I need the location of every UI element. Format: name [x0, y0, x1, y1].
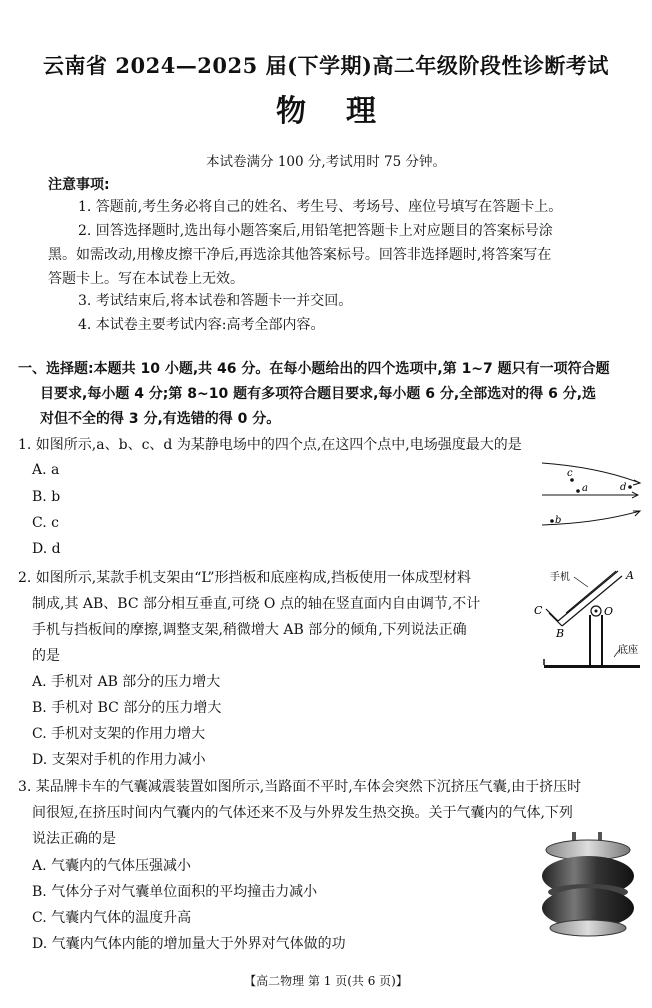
q1-option-b: B. b: [32, 489, 61, 505]
q1-option-c: C. c: [32, 515, 59, 531]
q2-option-b: B. 手机对 BC 部分的压力增大: [32, 700, 222, 716]
note-line: 答题卡上。写在本试卷上无效。: [48, 271, 244, 287]
label-a: a: [582, 483, 588, 494]
label-o: O: [604, 605, 614, 618]
label-c: c: [567, 468, 573, 479]
q2-option-a: A. 手机对 AB 部分的压力增大: [32, 674, 221, 690]
question-1-stem: 1. 如图所示,a、b、c、d 为某静电场中的四个点,在这四个点中,电场强度最大的是: [18, 437, 522, 453]
q3-option-c: C. 气囊内气体的温度升高: [32, 910, 192, 926]
field-line: [542, 463, 640, 483]
point-b: [550, 519, 554, 523]
label-phone: 手机: [550, 572, 570, 583]
label-a: A: [626, 569, 634, 582]
subject-title: 物理: [276, 94, 416, 129]
note-line: 3. 考试结束后,将本试卷和答题卡一并交回。: [78, 293, 353, 309]
label-base: 底座: [618, 645, 638, 656]
phone-stand-figure: [530, 563, 646, 673]
label-b: B: [556, 627, 565, 640]
note-line: 2. 回答选择题时,选出每小题答案后,用铅笔把答题卡上对应题目的答案标号涂: [78, 223, 553, 239]
note-line: 4. 本试卷主要考试内容:高考全部内容。: [78, 317, 325, 333]
air-spring-figure: [540, 828, 638, 940]
page-footer: 【高二物理 第 1 页(共 6 页)】: [244, 974, 408, 988]
question-2-stem-line: 2. 如图所示,某款手机支架由“L”形挡板和底座构成,挡板使用一体成型材料: [18, 570, 471, 586]
q2-option-c: C. 手机对支架的作用力增大: [32, 726, 206, 742]
hinge-o-center: [595, 610, 598, 613]
label-b: b: [555, 515, 562, 526]
q1-option-a: A. a: [32, 462, 60, 478]
q3-option-a: A. 气囊内的气体压强减小: [32, 858, 192, 874]
q3-option-d: D. 气囊内气体内能的增加量大于外界对气体做的功: [32, 936, 346, 952]
point-d: [628, 485, 632, 489]
question-3-stem-line: 3. 某品牌卡车的气囊减震装置如图所示,当路面不平时,车体会突然下沉挤压气囊,由于挤压时: [18, 779, 582, 795]
electric-field-figure: [538, 455, 642, 537]
label-leader: [574, 577, 588, 587]
exam-meta: 本试卷满分 100 分,考试用时 75 分钟。: [206, 154, 446, 170]
exam-title: 云南省 2024—2025 届(下学期)高二年级阶段性诊断考试: [43, 53, 609, 78]
section-line: 目要求,每小题 4 分;第 8~10 题有多项符合题目要求,每小题 6 分,全部选对的得 6 分,选: [40, 386, 597, 402]
section-1-instructions: [18, 357, 638, 432]
note-line: 黑。如需改动,用橡皮擦干净后,再选涂其他答案标号。回答非选择题时,将答案写在: [48, 247, 552, 263]
section-line: 对但不全的得 3 分,有选错的得 0 分。: [40, 411, 281, 427]
note-line: 1. 答题前,考生务必将自己的姓名、考生号、考场号、座位号填写在答题卡上。: [78, 199, 563, 215]
stand-base: [544, 665, 640, 668]
section-line: 一、选择题:本题共 10 小题,共 46 分。在每小题给出的四个选项中,第 1~7 题只有一项符合题: [18, 361, 610, 377]
plate-bc: [546, 609, 558, 621]
q3-option-b: B. 气体分子对气囊单位面积的平均撞击力减小: [32, 884, 318, 900]
question-2-stem-line: 手机与挡板间的摩擦,调整支架,稍微增大 AB 部分的倾角,下列说法正确: [32, 622, 467, 638]
plate-ab: [562, 576, 622, 626]
question-3-stem-line: 间很短,在挤压时间内气囊内的气体还来不及与外界发生热交换。关于气囊内的气体,下列: [32, 805, 573, 821]
question-3-stem-line: 说法正确的是: [32, 831, 116, 847]
question-2-stem-line: 的是: [32, 648, 60, 664]
label-d: d: [620, 482, 627, 493]
bottom-plate: [550, 920, 626, 936]
q2-option-d: D. 支架对手机的作用力减小: [32, 752, 206, 768]
question-2-stem-line: 制成,其 AB、BC 部分相互垂直,可绕 O 点的轴在竖直面内自由调节,不计: [32, 596, 481, 612]
notes-heading: 注意事项:: [48, 177, 110, 193]
point-a: [576, 489, 580, 493]
label-c: C: [534, 604, 543, 617]
q1-option-d: D. d: [32, 541, 61, 557]
